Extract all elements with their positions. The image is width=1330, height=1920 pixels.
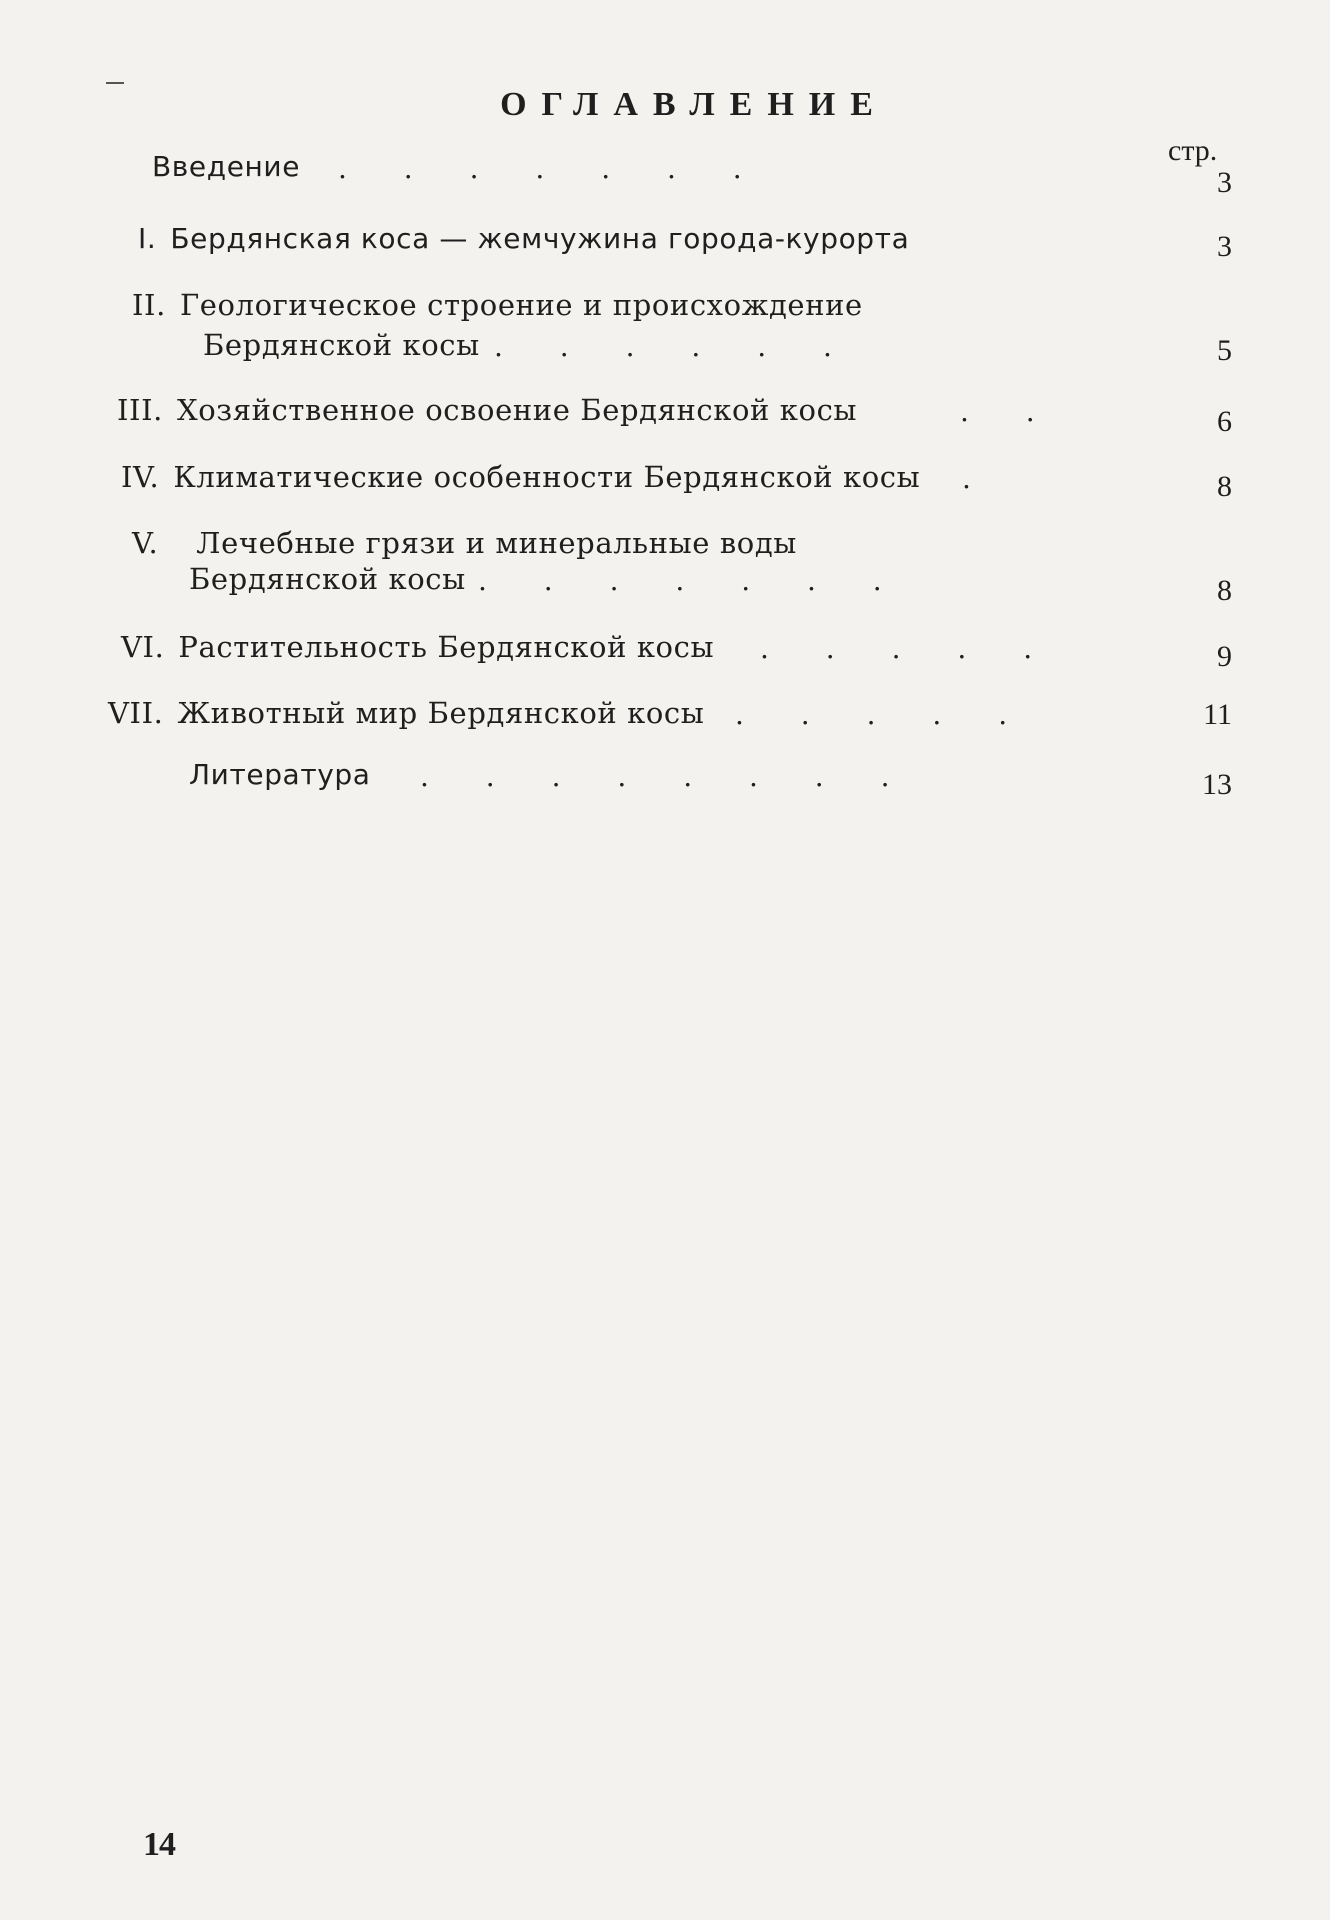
toc-entry-number: VII. bbox=[108, 696, 164, 730]
toc-entry-page: 6 bbox=[1217, 405, 1232, 438]
toc-entry-number: IV. bbox=[121, 460, 160, 494]
toc-leader-dots: . . . . . . bbox=[494, 330, 832, 363]
toc-entry-title: Климатические особенности Бердянской косы bbox=[173, 460, 921, 494]
toc-entry-page: 3 bbox=[1217, 166, 1232, 199]
toc-entry-page: 8 bbox=[1217, 574, 1232, 607]
toc-entry-page: 13 bbox=[1202, 768, 1232, 801]
toc-entry-number: V. bbox=[132, 526, 159, 560]
toc-entry-title: Растительность Бердянской косы bbox=[178, 630, 715, 664]
toc-entry-title-continued: Бердянской косы bbox=[203, 328, 480, 362]
toc-entry-page: 11 bbox=[1203, 698, 1232, 731]
toc-entry-title: Литература bbox=[189, 758, 371, 791]
toc-entry-number: VI. bbox=[121, 630, 165, 664]
toc-leader-dots: . . . . . bbox=[735, 698, 1008, 731]
toc-leader-dots: . . . . . . . . bbox=[420, 760, 890, 793]
toc-entry-title: Введение bbox=[152, 150, 301, 183]
toc-leader-dots: . . bbox=[960, 395, 1035, 428]
toc-entry-page: 8 bbox=[1217, 470, 1232, 503]
toc-leader-dots: . . . . . bbox=[760, 632, 1033, 665]
toc-entry-title: Животный мир Бердянской косы bbox=[177, 696, 705, 730]
toc-entry-title: Бердянская коса — жемчужина города-курорта bbox=[170, 222, 910, 255]
toc-entry-title: Хозяйственное освоение Бердянской косы bbox=[177, 393, 858, 427]
toc-entry-page: 9 bbox=[1217, 640, 1232, 673]
toc-entry-page: 5 bbox=[1217, 334, 1232, 367]
toc-leader-dots: . bbox=[962, 462, 971, 495]
toc-entry-number: III. bbox=[117, 393, 163, 427]
page-column-label: стр. bbox=[1168, 134, 1218, 167]
toc-entry-title-continued: Бердянской косы bbox=[189, 562, 466, 596]
toc-leader-dots: . . . . . . . bbox=[478, 564, 882, 597]
toc-entry-number: I. bbox=[138, 222, 157, 255]
page-title: ОГЛАВЛЕНИЕ bbox=[500, 86, 888, 123]
toc-leader-dots: . . . . . . . bbox=[338, 152, 742, 185]
margin-mark bbox=[106, 82, 124, 84]
toc-entry-title: Лечебные грязи и минеральные воды bbox=[196, 526, 797, 560]
page-number: 14 bbox=[143, 1826, 175, 1863]
toc-entry-number: II. bbox=[132, 288, 166, 322]
toc-entry-title: Геологическое строение и происхождение bbox=[179, 288, 863, 322]
toc-entry-page: 3 bbox=[1217, 230, 1232, 263]
